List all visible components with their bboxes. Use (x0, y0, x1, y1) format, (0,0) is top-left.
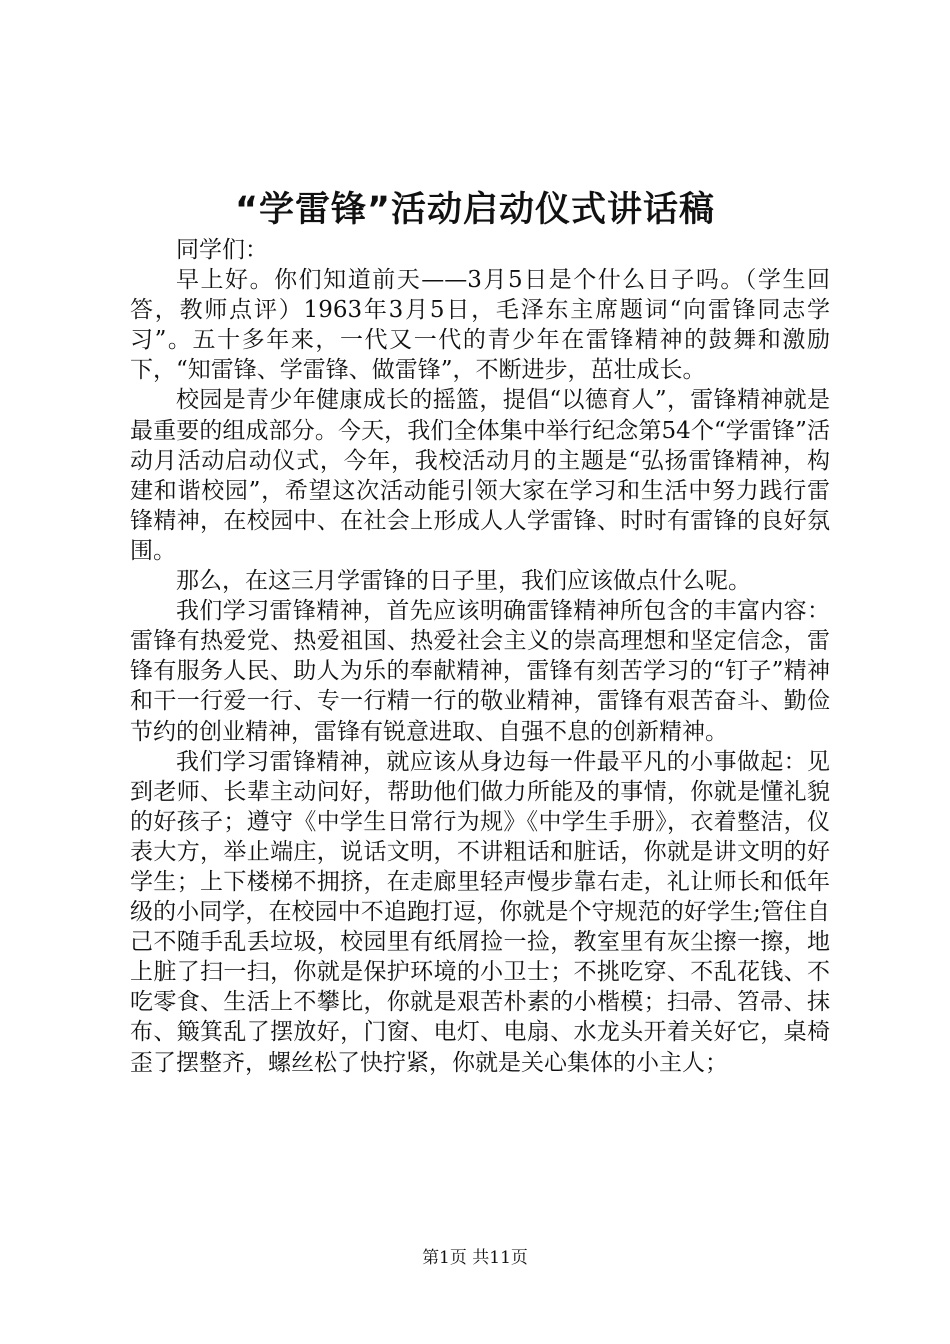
paragraph: 我们学习雷锋精神，就应该从身边每一件最平凡的小事做起：见到老师、长辈主动问好，帮助他们做力所能及的事情，你就是懂礼貌的好孩子；遵守《中学生日常行为规》《中学生手册》，衣着整洁，仪表大方，举止端庄，说话文明，不讲粗话和脏话，你就是讲文明的好学生；上下楼梯不拥挤，在走廊里轻声慢步靠右走，礼让师长和低年级的小同学，在校园中不追跑打逗，你就是个守规范的好学生;管住自己不随手乱丢垃圾，校园里有纸屑捡一捡，教室里有灰尘擦一擦，地上脏了扫一扫，你就是保护环境的小卫士；不挑吃穿、不乱花钱、不吃零食、生活上不攀比，你就是艰苦朴素的小楷模；扫帚、笤帚、抹布、簸箕乱了摆放好，门窗、电灯、电扇、水龙头开着关好它，桌椅歪了摆整齐，螺丝松了快拧紧，你就是关心集体的小主人； (130, 748, 830, 1076)
paragraph: 我们学习雷锋精神，首先应该明确雷锋精神所包含的丰富内容：雷锋有热爱党、热爱祖国、热爱社会主义的崇高理想和坚定信念，雷锋有服务人民、助人为乐的奉献精神，雷锋有刻苦学习的“钉子”精神和干一行爱一行、专一行精一行的敬业精神，雷锋有艰苦奋斗、勤俭节约的创业精神，雷锋有锐意进取、自强不息的创新精神。 (130, 598, 830, 745)
salutation: 同学们： (176, 237, 268, 263)
paragraph: 那么，在这三月学雷锋的日子里，我们应该做点什么呢。 (176, 568, 751, 595)
document-title: “学雷锋”活动启动仪式讲话稿 (234, 190, 715, 230)
paragraph: 校园是青少年健康成长的摇篮，提倡“以德育人”，雷锋精神就是最重要的组成部分。今天，我们全体集中举行纪念第54个“学雷锋”活动月活动启动仪式，今年，我校活动月的主题是“弘扬雷锋精神，构建和谐校园”，希望这次活动能引领大家在学习和生活中努力践行雷锋精神，在校园中、在社会上形成人人学雷锋、时时有雷锋的良好氛围。 (130, 387, 830, 564)
paragraph: 早上好。你们知道前天——3月5日是个什么日子吗。（学生回答，教师点评）1963年3月5日，毛泽东主席题词“向雷锋同志学习”。五十多年来，一代又一代的青少年在雷锋精神的鼓舞和激励下，“知雷锋、学雷锋、做雷锋”，不断进步，茁壮成长。 (130, 267, 830, 384)
page-footer: 第1页 共11页 (422, 1248, 528, 1268)
document-body (130, 235, 830, 1078)
